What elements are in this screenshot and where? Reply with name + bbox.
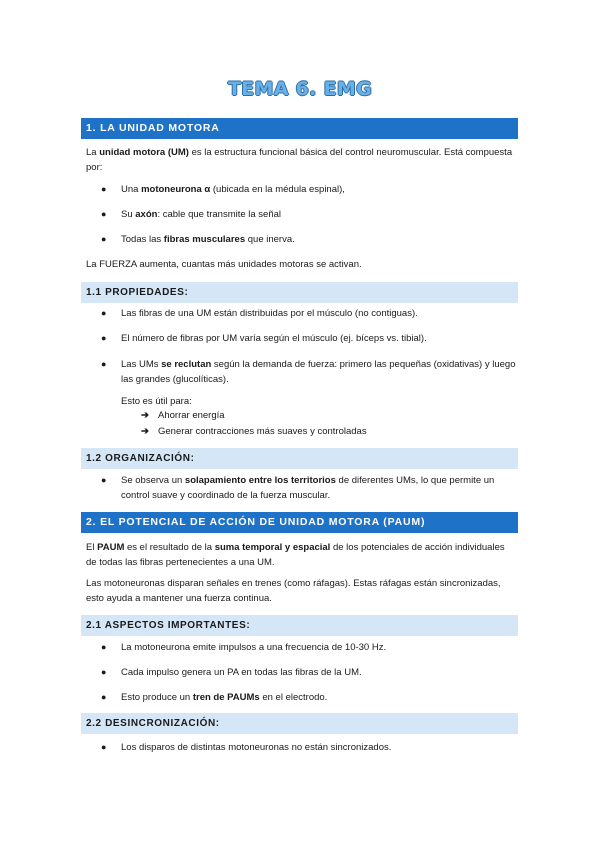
bold-text: motoneurona α [141,184,211,195]
bold-text: axón [135,209,158,220]
bullet-icon: ● [101,308,107,318]
text: Esto produce un [121,692,193,703]
arrow-right-icon: ➔ [141,410,149,421]
text: Generar contracciones más suaves y controladas [158,426,367,437]
text: El número de fibras por UM varía según el músculo (ej. bíceps vs. tibial). [121,333,427,344]
text: Ahorrar energía [158,410,225,421]
bullet-icon: ● [101,184,107,194]
bullet-icon: ● [101,692,107,702]
text: La motoneurona emite impulsos a una frecuencia de 10-30 Hz. [121,642,387,653]
section-heading-unidad-motora: 1. LA UNIDAD MOTORA [81,118,518,139]
text: Cada impulso genera un PA en todas las fibras de la UM. [121,667,362,678]
arrow-right-icon: ➔ [141,426,149,437]
bold-text: solapamiento entre los territorios [184,475,336,486]
bullet-icon: ● [101,742,107,752]
text: Las UMs [121,359,162,370]
text: El [86,542,98,553]
subsection-heading-desincronizacion: 2.2 DESINCRONIZACIÓN: [81,713,518,734]
arrow-list-item [141,424,501,439]
text: La [86,147,100,158]
text: de los potenciales de acción individuales de todas las fibras pertenecientes a una UM. [86,542,505,568]
bullet-icon: ● [101,333,107,343]
text: según la demanda de fuerza: primero las pequeñas (oxidativas) y luego las grandes (glucolíticas). [121,359,516,385]
bullet-icon: ● [101,475,107,485]
text: Los disparos de distintas motoneuronas no están sincronizados. [121,742,392,753]
text: Su [121,209,136,220]
bullet-icon: ● [101,234,107,244]
text: : cable que transmite la señal [157,209,282,220]
text: Una [121,184,142,195]
text: es el resultado de la [124,542,215,553]
text: de diferentes UMs, lo que permite un control suave y coordinado de la fuerza muscular. [121,475,495,501]
text: (ubicada en la médula espinal), [210,184,345,195]
text: Todas las [121,234,164,245]
text: en el electrodo. [259,692,328,703]
bold-text: fibras musculares [163,234,246,245]
text: Se observa un [121,475,185,486]
bullet-icon: ● [101,642,107,652]
arrow-list-item [141,408,501,423]
text: es la estructura funcional básica del control neuromuscular. Está compuesta por: [86,147,513,173]
section-heading-paum: 2. EL POTENCIAL DE ACCIÓN DE UNIDAD MOTORA (PAUM) [81,512,518,533]
subsection-heading-propiedades: 1.1 PROPIEDADES: [81,282,518,303]
paragraph-trenes: Las motoneuronas disparan señales en trenes (como ráfagas). Estas ráfagas están sincronizadas, esto ayuda a mantener una fuerza continua. [86,578,501,604]
bullet-icon: ● [101,209,107,219]
paragraph-fuerza: La FUERZA aumenta, cuantas más unidades motoras se activan. [86,259,362,270]
bullet-icon: ● [101,359,107,369]
page-title: TEMA 6. EMG [227,78,372,100]
useful-label: Esto es útil para: [121,396,192,407]
bold-text: unidad motora (UM) [99,147,189,158]
text: Las fibras de una UM están distribuidas por el músculo (no contiguas). [121,308,418,319]
paragraph-paum [86,540,514,570]
text: que inerva. [245,234,295,245]
bullet-icon: ● [101,667,107,677]
bold-text: PAUM [97,542,125,553]
bold-text: se reclutan [161,359,212,370]
paragraph-intro [86,145,514,175]
subsection-heading-aspectos: 2.1 ASPECTOS IMPORTANTES: [81,615,518,636]
bold-text: tren de PAUMs [192,692,260,703]
subsection-heading-organizacion: 1.2 ORGANIZACIÓN: [81,448,518,469]
bold-text: suma temporal y espacial [214,542,331,553]
